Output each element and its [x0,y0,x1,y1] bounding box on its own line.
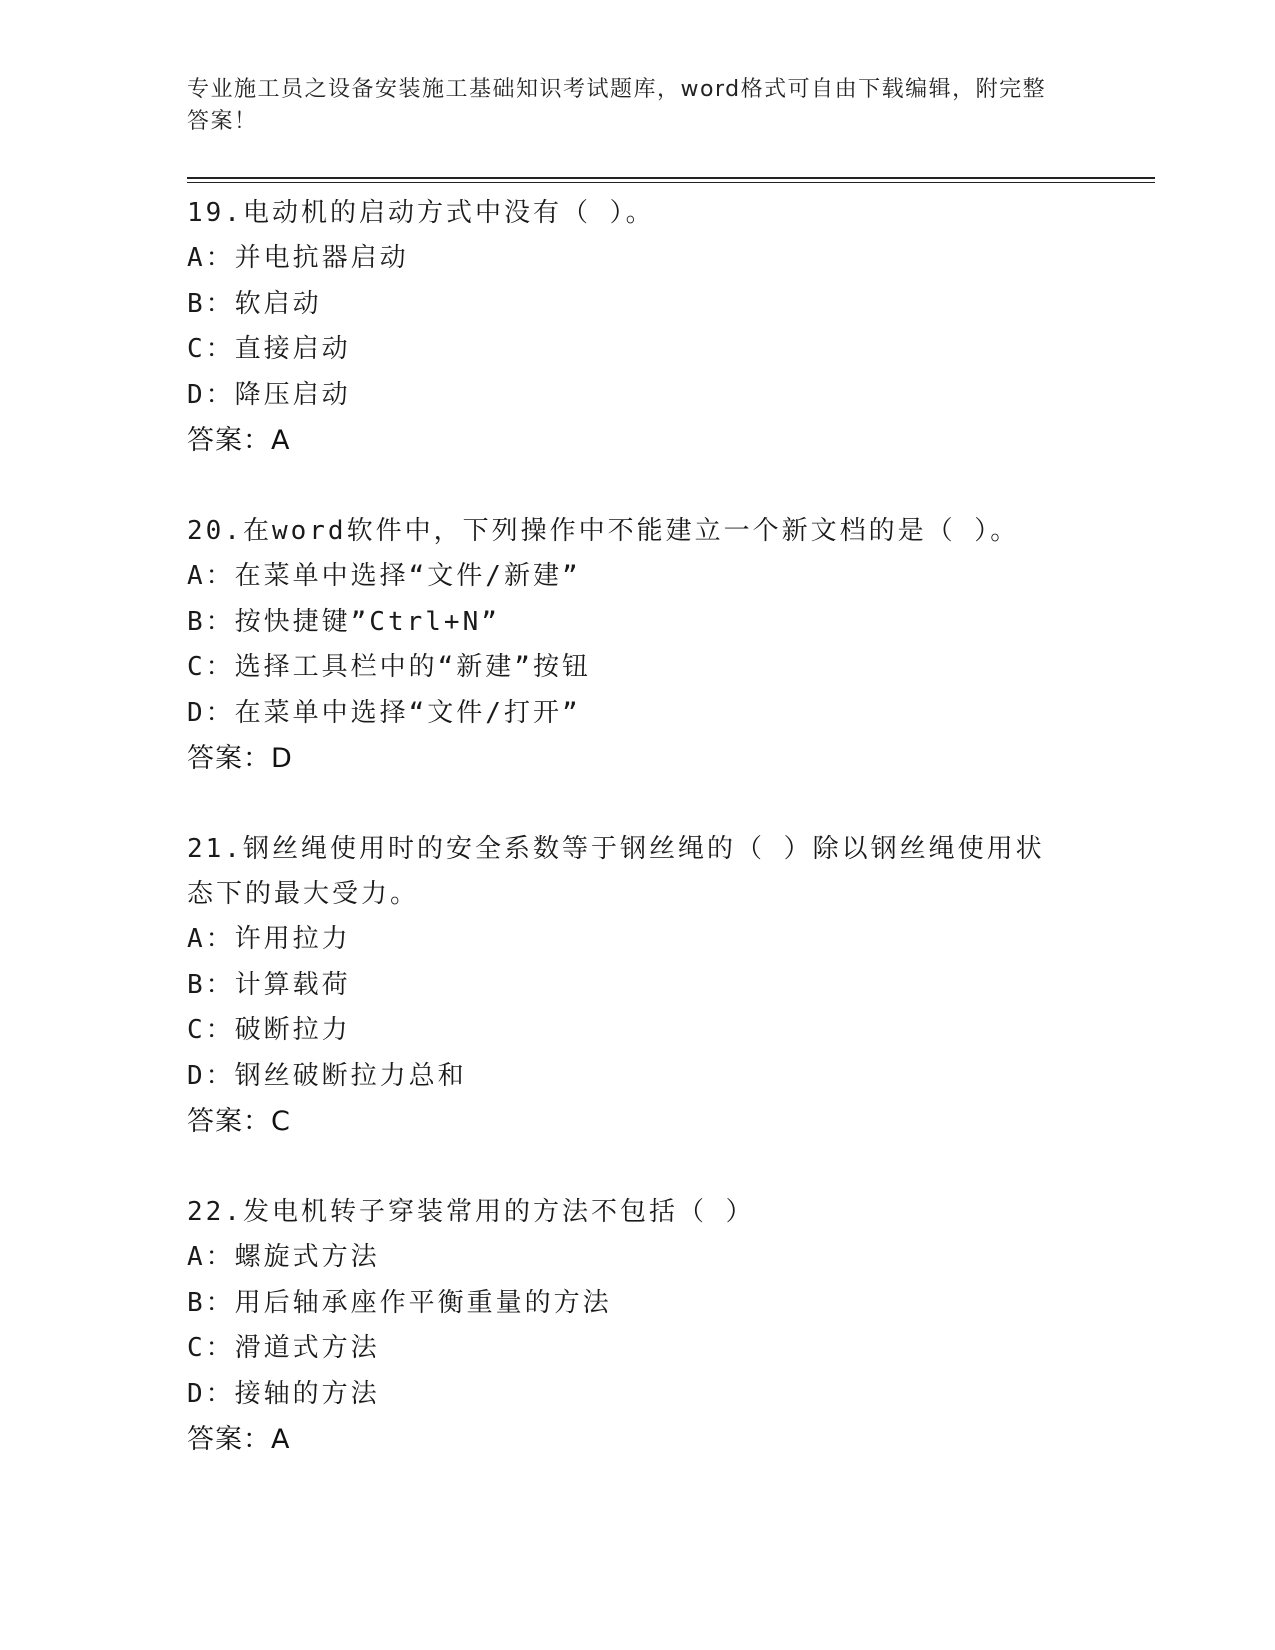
option-c: C：选择工具栏中的“新建”按钮 [187,652,591,682]
option-c: C：滑道式方法 [187,1333,380,1363]
option-a: A：螺旋式方法 [187,1242,380,1272]
header-divider-thin [187,182,1155,183]
option-b: B：按快捷键”Ctrl+N” [187,606,500,637]
question-19 [187,191,1087,463]
question-stem: 21.钢丝绳使用时的安全系数等于钢丝绳的（ ）除以钢丝绳使用状态下的最大受力。 [187,834,1045,909]
option-b: B：软启动 [187,288,322,319]
option-b: B：用后轴承座作平衡重量的方法 [187,1287,612,1318]
option-a: A：许用拉力 [187,924,351,954]
question-stem: 22.发电机转子穿装常用的方法不包括（ ） [187,1197,755,1227]
header-divider-thick [187,177,1155,179]
question-20 [187,509,1087,781]
answer-line: 答案：C [187,1106,291,1137]
question-list [187,191,1087,1508]
question-22 [187,1190,1087,1462]
question-21 [187,827,1087,1144]
option-c: C：破断拉力 [187,1015,351,1045]
option-d: D：在菜单中选择“文件/打开” [187,697,581,728]
answer-line: 答案：A [187,1424,291,1455]
option-a: A：并电抗器启动 [187,243,409,273]
option-d: D：降压启动 [187,379,351,410]
question-stem: 19.电动机的启动方式中没有（ ）。 [187,198,655,228]
question-stem: 20.在word软件中，下列操作中不能建立一个新文档的是（ ）。 [187,516,1020,546]
option-d: D：钢丝破断拉力总和 [187,1060,467,1091]
option-a: A：在菜单中选择“文件/新建” [187,561,581,591]
answer-line: 答案：A [187,425,291,456]
option-b: B：计算载荷 [187,969,351,1000]
document-header: 专业施工员之设备安装施工基础知识考试题库，word格式可自由下载编辑，附完整答案！ [187,77,1047,134]
answer-line: 答案：D [187,743,293,774]
option-d: D：接轴的方法 [187,1378,380,1409]
option-c: C：直接启动 [187,334,351,364]
